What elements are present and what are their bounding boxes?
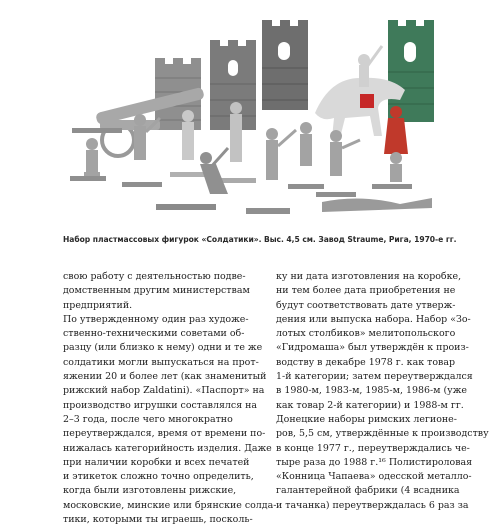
text-line: тики, которыми ты играешь, посколь- (63, 514, 253, 526)
text-line: «Конница Чапаева» одесской металло- (276, 471, 472, 483)
text-line: рижский набор Zaldatini). «Паспорт» на (63, 385, 265, 397)
text-line: галантерейной фабрики (4 всадника (276, 485, 460, 497)
right-text-column (276, 270, 489, 513)
text-line: «Гидромаша» был утверждён к произ- (276, 342, 469, 354)
text-line: ни тем более дата приобретения не (276, 285, 456, 297)
text-line: лотых столбиков» мелитопольского (276, 328, 456, 340)
text-line: и этикеток сложно точно определить, (63, 471, 254, 483)
castle-tower-3 (262, 20, 308, 110)
text-line: 1-й категории; затем переутверждался (276, 371, 473, 383)
text-line: нижалась категорийность изделия. Даже (63, 442, 272, 454)
photo-caption: Набор пластмассовых фигурок «Солдатики». Выс. 4,5 см. Завод Straume, Рига, 1970-е гг. (63, 235, 457, 244)
text-line: солдатики могли выпускаться на прот- (63, 356, 259, 368)
text-line: предприятий. (63, 299, 133, 311)
text-line: домственным другим министерствам (63, 285, 250, 297)
text-line: ственно-техническими советами об- (63, 328, 245, 340)
text-line: когда были изготовлены рижские, (63, 485, 237, 497)
text-line: в конце 1977 г., переутверждались че- (276, 442, 470, 454)
text-line: в 1980-м, 1983-м, 1985-м, 1986-м (уже (276, 385, 468, 397)
text-line: при наличии коробки и всех печатей (63, 456, 250, 468)
text-line: яжении 20 и более лет (как знаменитый (63, 371, 267, 383)
text-line: тыре раза до 1988 г.¹⁶ Полистироловая (276, 456, 473, 468)
text-line: переутверждался, время от времени по- (63, 428, 266, 440)
text-line: 2–3 года, после чего многократно (63, 413, 233, 425)
toy-soldiers-photo (60, 8, 450, 230)
text-line: Донецкие наборы римских легионе- (276, 413, 457, 425)
text-line: По утвержденному один раз художе- (63, 313, 249, 325)
text-line: и тачанка) переутверждалась 6 раз за (276, 499, 469, 511)
text-line: водству в декабре 1978 г. как товар (276, 356, 455, 368)
text-line: производство игрушки составлялся на (63, 399, 258, 411)
text-line: дения или выпуска набора. Набор «Зо- (276, 313, 471, 325)
left-text-column (63, 270, 277, 527)
text-line: московские, минские или брянские солда- (63, 499, 277, 511)
text-line: как товар 2-й категории) и 1988-м гг. (276, 399, 464, 411)
text-line: будут соответствовать дате утверж- (276, 299, 456, 311)
text-line: свою работу с деятельностью подве- (63, 271, 246, 282)
text-line: разцу (или близко к нему) одни и те же (63, 342, 263, 354)
text-line: ку ни дата изготовления на коробке, (276, 271, 462, 282)
text-line: ров, 5,5 см, утверждённые к производству (276, 428, 489, 440)
